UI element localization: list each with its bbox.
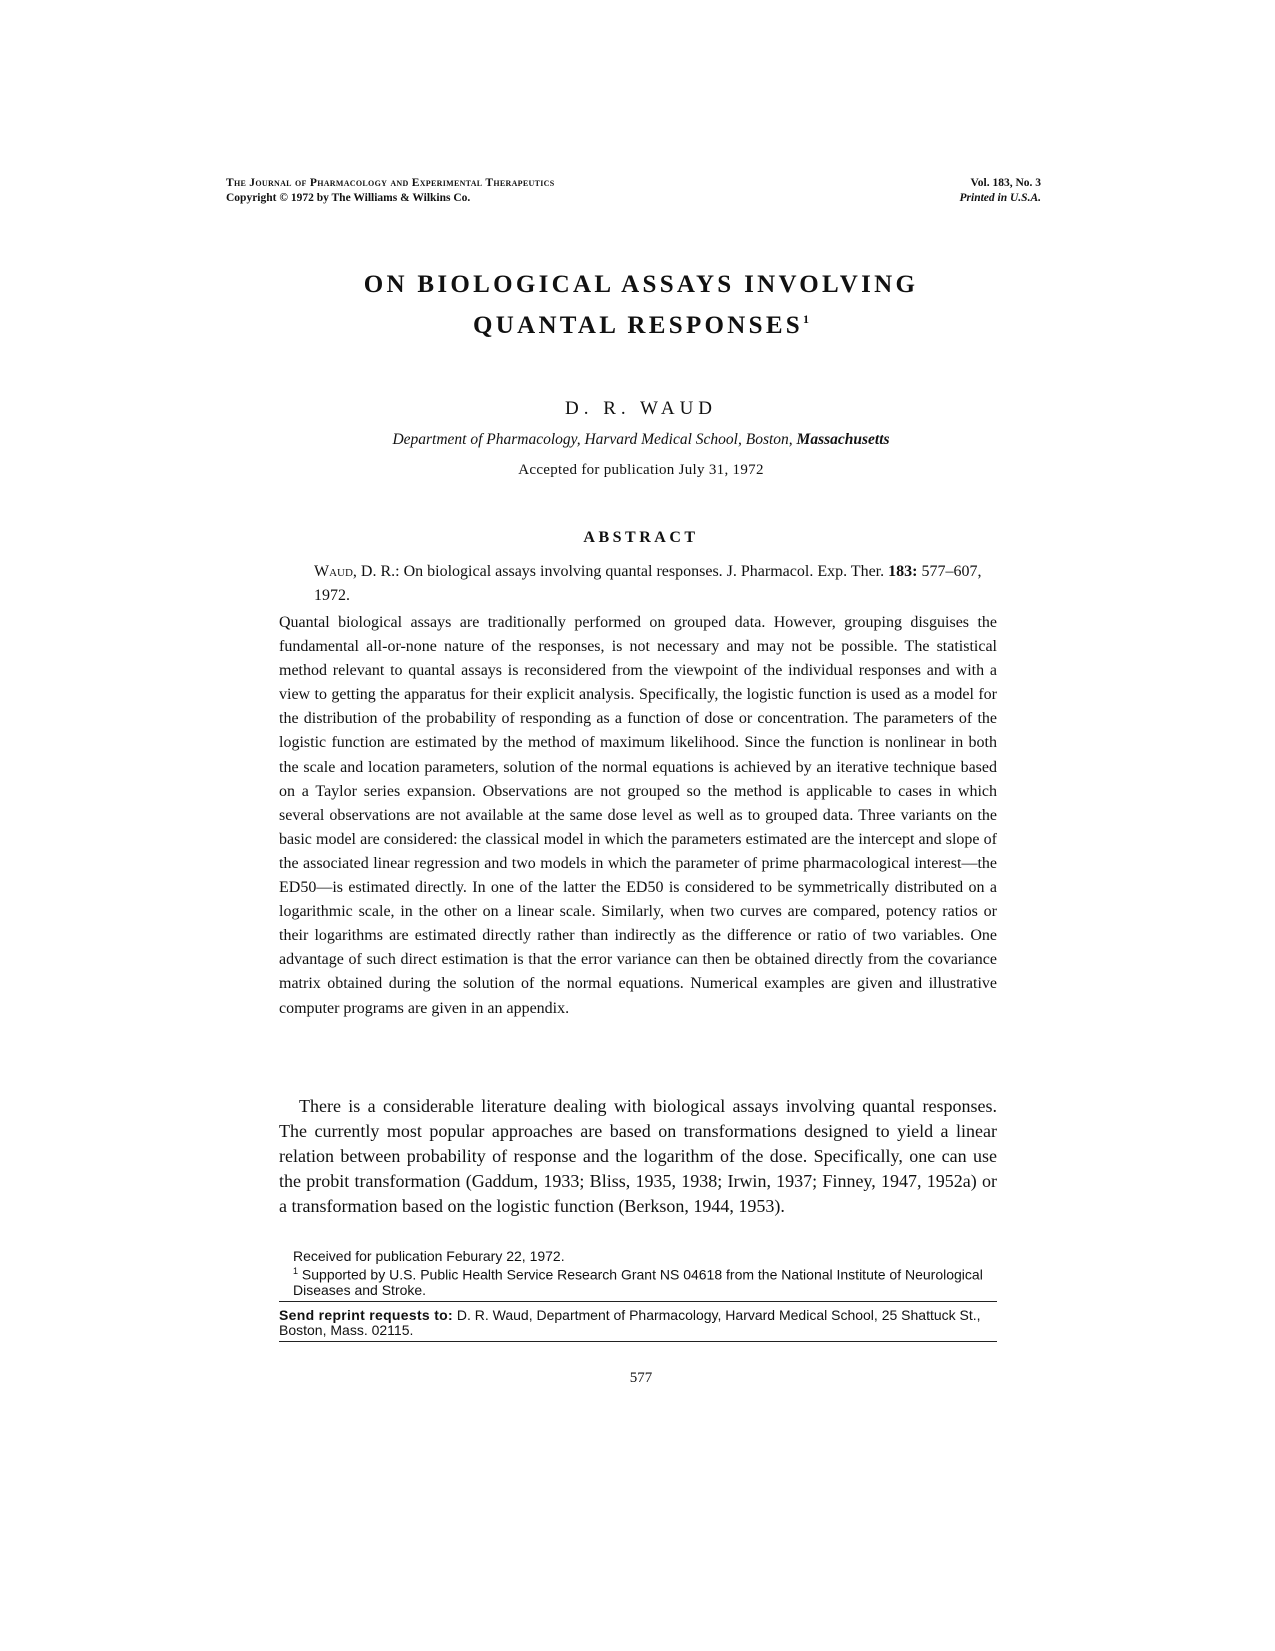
affiliation <box>226 431 1056 449</box>
title-footnote-mark: 1 <box>803 312 809 326</box>
received-date: Received for publication Feburary 22, 1972. <box>293 1248 565 1264</box>
running-head <box>226 176 1041 206</box>
citation-title: On biological assays involving quantal responses. J. Pharmacol. Exp. Ther. <box>399 563 889 580</box>
title-line-2: QUANTAL RESPONSES <box>472 312 803 339</box>
copyright-line: Copyright © 1972 by The Williams & Wilkins Co. <box>226 192 471 204</box>
article-title <box>226 267 1056 343</box>
abstract-text: Quantal biological assays are traditionally performed on grouped data. However, grouping disguises the fundamental all-or-none nature of the responses, is not necessary and may not be possible. The statistical method relevant to quantal assays is reconsidered from the viewpoint of the individual responses and with a view to getting the apparatus for their explicit analysis. Specifically, the logistic function is used as a model for the distribution of the probability of responding as a function of dose or concentration. The parameters of the logistic function are estimated by the method of maximum likelihood. Since the function is nonlinear in both the scale and location parameters, solution of the normal equations is achieved by an iterative technique based on a Taylor series expansion. Observations are not grouped so the method is applicable to cases in which several observations are not available at the same dose level as well as to grouped data. Three variants on the basic model are considered: the classical model in which the parameters estimated are the intercept and slope of the associated linear regression and two models in which the parameter of prime pharmacological interest—the ED50—is estimated directly. In one of the latter the ED50 is considered to be symmetrically distributed on a logarithmic scale, in the other on a linear scale. Similarly, when two curves are compared, potency ratios or their logarithms are estimated directly rather than indirectly as the difference or ratio of two variables. One advantage of such direct estimation is that the error variance can then be obtained directly from the covariance matrix obtained during the solution of the normal equations. Numerical examples are given and illustrative computer programs are given in an appendix. <box>279 614 997 1017</box>
footnote-divider <box>279 1301 997 1302</box>
volume-info: Vol. 183, No. 3 <box>970 177 1041 189</box>
affiliation-main: Department of Pharmacology, Harvard Medical School, Boston, <box>392 431 793 448</box>
support-footnote-text: Supported by U.S. Public Health Service Research Grant NS 04618 from the National Institute of Neurological Diseases and Stroke. <box>293 1266 983 1298</box>
accepted-date: Accepted for publication July 31, 1972 <box>518 462 764 478</box>
citation-author: Waud, D. R.: <box>314 563 400 580</box>
footnotes <box>279 1249 997 1342</box>
author-name: D. R. WAUD <box>564 398 718 419</box>
affiliation-state: Massachusetts <box>796 431 890 448</box>
citation-volume: 183: <box>888 563 918 580</box>
abstract-citation <box>314 560 994 608</box>
page-number: 577 <box>629 1370 653 1386</box>
reprint-request <box>279 1308 997 1338</box>
reprint-label: Send reprint requests to: <box>279 1306 453 1323</box>
reprint-text: D. R. Waud, Department of Pharmacology, Harvard Medical School, 25 Shattuck St., Boston, Mass. 02115. <box>279 1306 981 1338</box>
support-footnote-mark: 1 <box>293 1266 299 1276</box>
title-line-1: ON BIOLOGICAL ASSAYS INVOLVING <box>363 271 919 298</box>
citation-pages: 577–607, 1972. <box>314 563 982 604</box>
abstract-heading: ABSTRACT <box>583 529 699 546</box>
journal-name: The Journal of Pharmacology and Experimental Therapeutics <box>226 177 555 189</box>
support-footnote <box>279 1264 997 1298</box>
printed-in: Printed in U.S.A. <box>959 192 1041 204</box>
body-paragraph: There is a considerable literature dealing with biological assays involving quantal responses. The currently most popular approaches are based on transformations designed to yield a linear relation between probability of response and the logarithm of the dose. Specifically, one can use the probit transformation (Gaddum, 1933; Bliss, 1935, 1938; Irwin, 1937; Finney, 1947, 1952a) or a transformation based on the logistic function (Berkson, 1944, 1953). <box>279 1096 997 1216</box>
footnote-bottom-divider <box>279 1341 997 1342</box>
